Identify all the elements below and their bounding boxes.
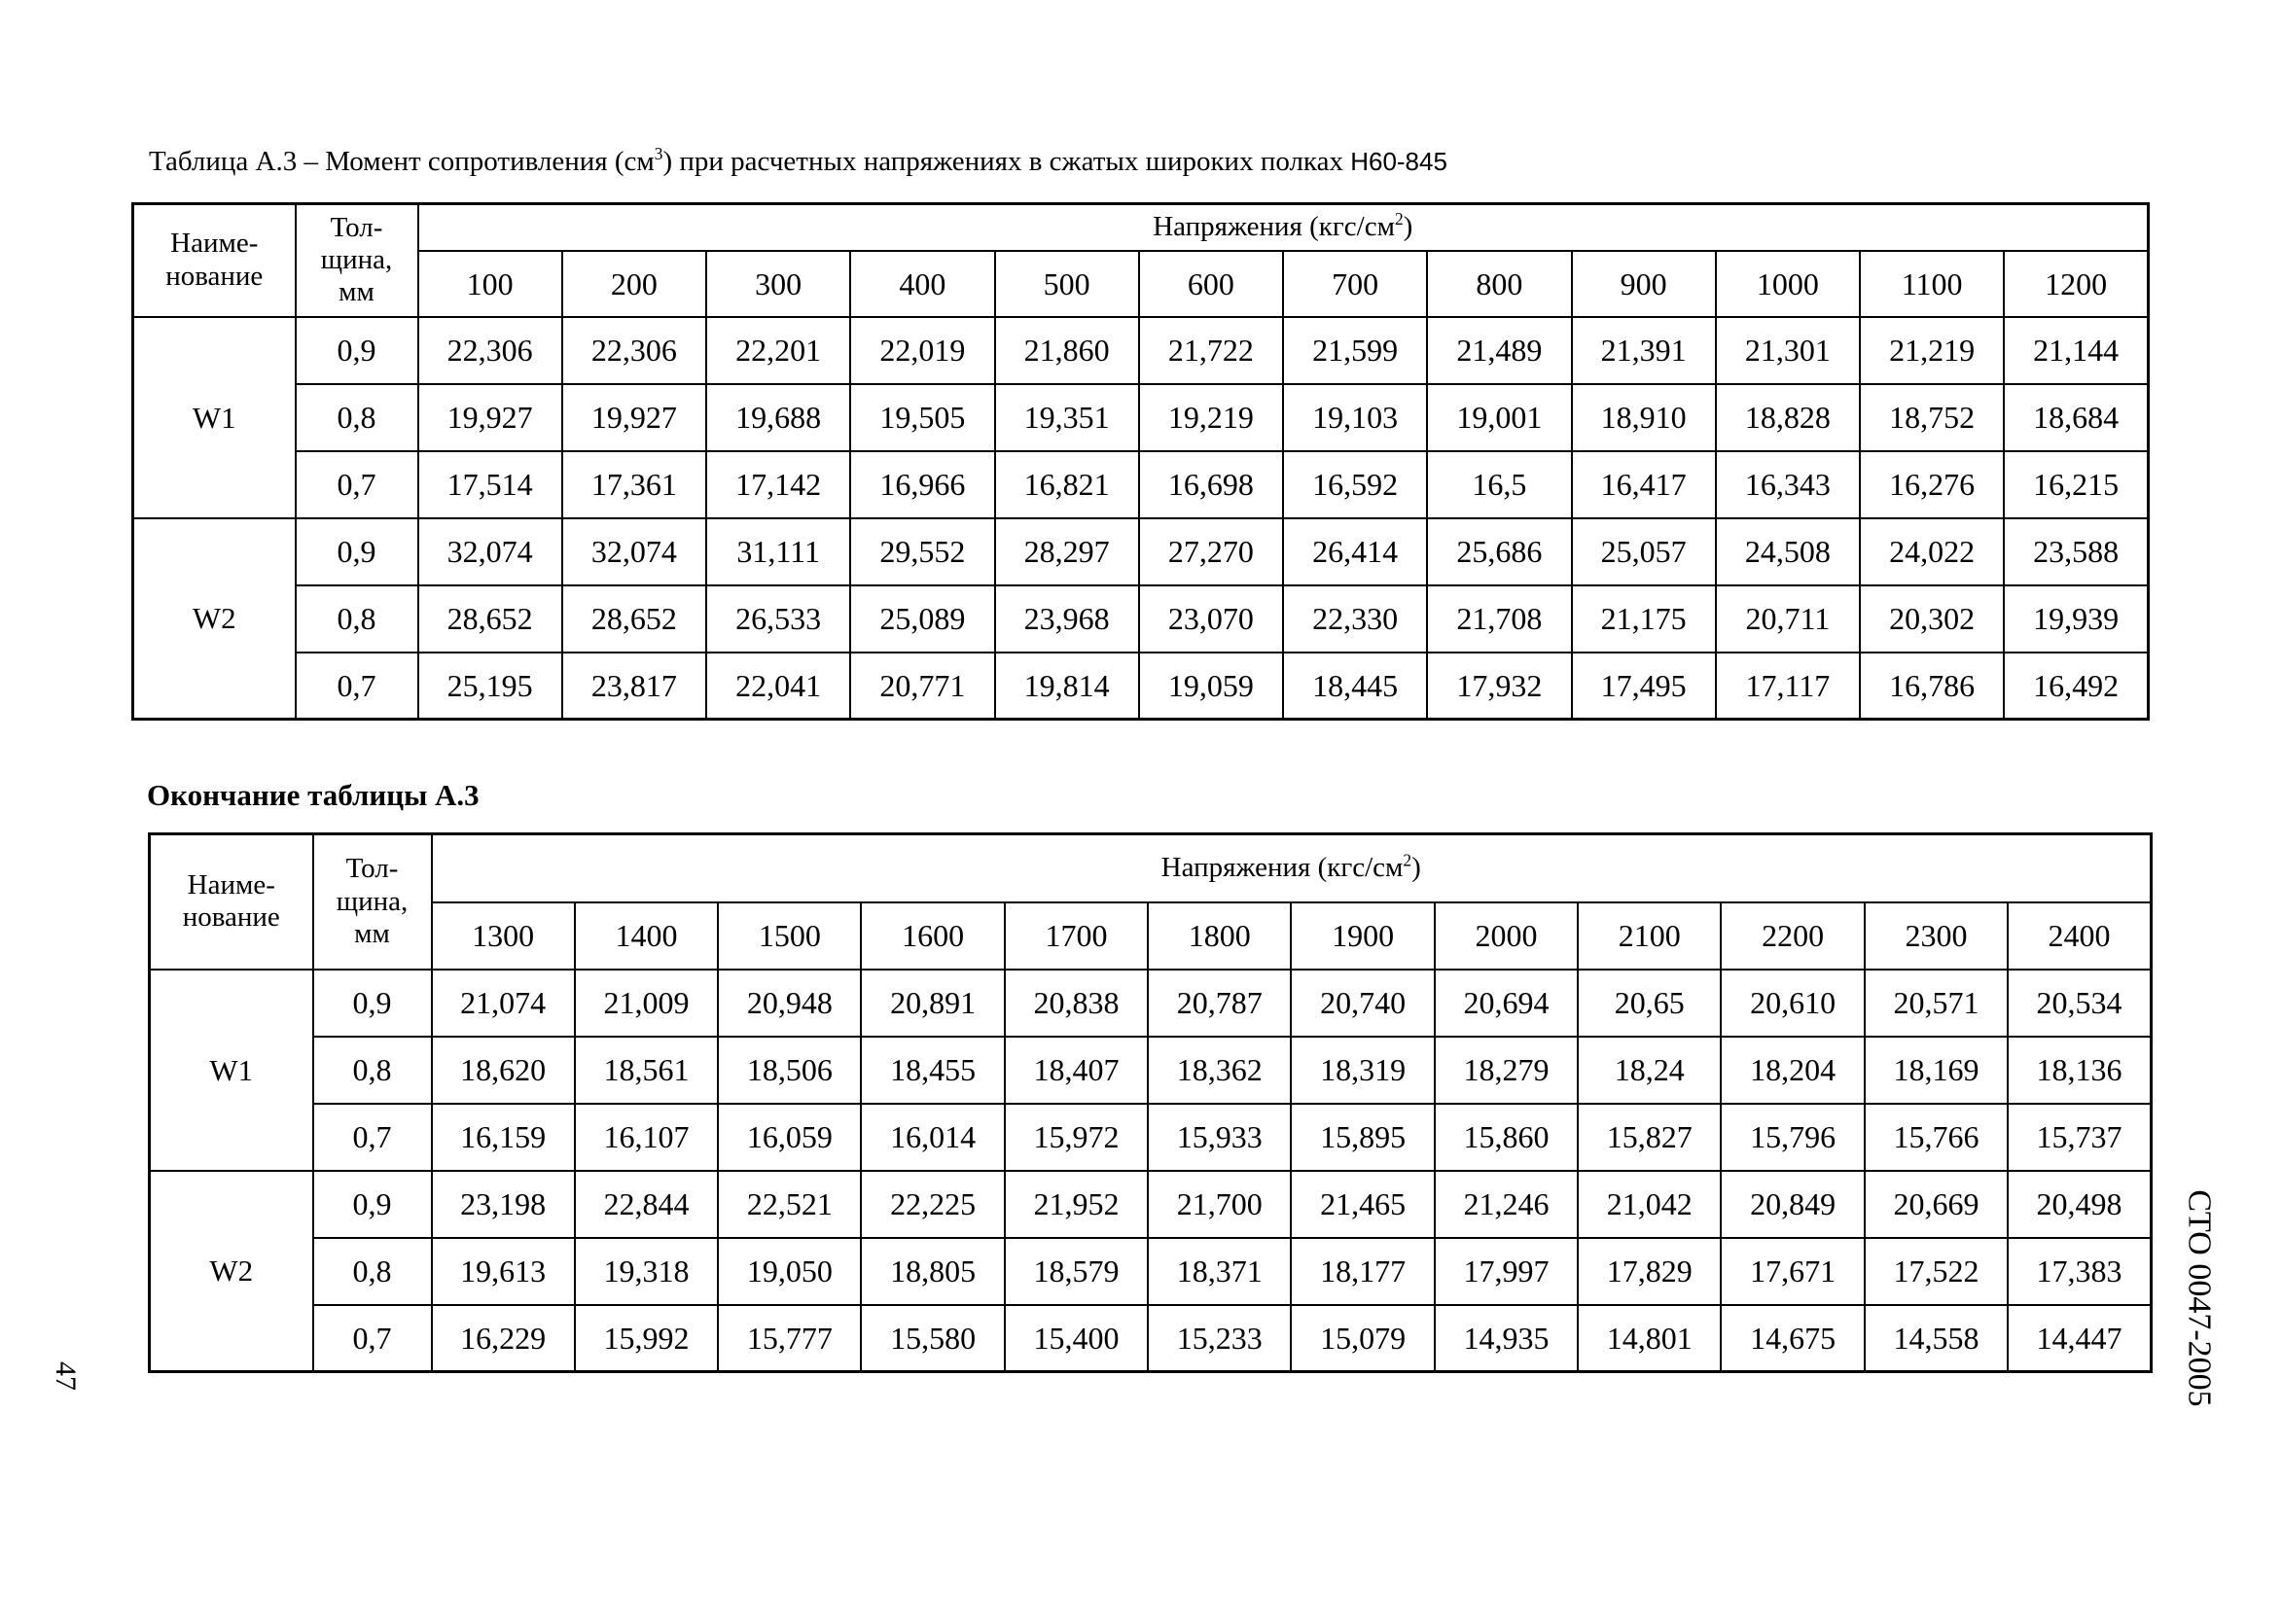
caption-prefix: Таблица А.3 – Момент сопротивления (см: [149, 146, 655, 177]
thickness-cell: 0,7: [296, 653, 418, 720]
value-cell: 21,219: [1860, 317, 2004, 384]
value-cell: 21,175: [1572, 585, 1716, 653]
value-cell: 18,279: [1435, 1037, 1578, 1104]
value-cell: 31,111: [706, 518, 850, 585]
stress-value-header: 700: [1283, 251, 1427, 317]
profile-name-cell: W1: [133, 317, 296, 518]
value-cell: 24,022: [1860, 518, 2004, 585]
document-code-text: СТО 0047-2005: [2182, 1189, 2218, 1407]
thickness-cell: 0,7: [313, 1305, 432, 1372]
value-cell: 16,343: [1716, 451, 1860, 518]
stress-value-header: 300: [706, 251, 850, 317]
table-row: [150, 1305, 2152, 1372]
value-cell: 17,495: [1572, 653, 1716, 720]
value-cell: 20,694: [1435, 970, 1578, 1037]
stress-value-header: 1100: [1860, 251, 2004, 317]
value-cell: 20,610: [1721, 970, 1864, 1037]
table-row: [133, 384, 2149, 451]
value-cell: 21,042: [1578, 1171, 1721, 1238]
thickness-column-header: Тол- щина, мм: [296, 204, 418, 317]
value-cell: 16,966: [850, 451, 994, 518]
value-cell: 21,860: [995, 317, 1139, 384]
stress-header-suffix: ): [1403, 211, 1413, 243]
value-cell: 19,351: [995, 384, 1139, 451]
value-cell: 17,117: [1716, 653, 1860, 720]
table-caption: [149, 146, 1447, 178]
value-cell: 20,948: [718, 970, 861, 1037]
thickness-cell: 0,9: [313, 1171, 432, 1238]
value-cell: 15,933: [1148, 1104, 1291, 1171]
stress-header-text: Напряжения (кгс/см: [1153, 211, 1395, 243]
profile-name-cell: W2: [150, 1171, 313, 1372]
table-row: [133, 653, 2149, 720]
value-cell: 21,465: [1291, 1171, 1434, 1238]
value-cell: 20,838: [1005, 970, 1148, 1037]
value-cell: 16,059: [718, 1104, 861, 1171]
stress-value-header: 400: [850, 251, 994, 317]
value-cell: 15,079: [1291, 1305, 1434, 1372]
value-cell: 19,939: [2004, 585, 2148, 653]
value-cell: 20,849: [1721, 1171, 1864, 1238]
value-cell: 22,306: [418, 317, 562, 384]
value-cell: 18,828: [1716, 384, 1860, 451]
stress-value-header: 2100: [1578, 902, 1721, 970]
thickness-cell: 0,9: [313, 970, 432, 1037]
table-a3-part2: [148, 832, 2153, 1373]
value-cell: 20,771: [850, 653, 994, 720]
value-cell: 20,302: [1860, 585, 2004, 653]
name-column-header: Наиме- нование: [150, 834, 313, 970]
value-cell: 20,891: [861, 970, 1004, 1037]
value-cell: 19,688: [706, 384, 850, 451]
value-cell: 22,201: [706, 317, 850, 384]
value-cell: 16,5: [1427, 451, 1571, 518]
value-cell: 18,455: [861, 1037, 1004, 1104]
value-cell: 21,700: [1148, 1171, 1291, 1238]
value-cell: 23,588: [2004, 518, 2148, 585]
value-cell: 18,910: [1572, 384, 1716, 451]
stress-value-header: 2200: [1721, 902, 1864, 970]
value-cell: 16,698: [1139, 451, 1283, 518]
caption-superscript: 3: [654, 144, 663, 164]
value-cell: 19,927: [562, 384, 706, 451]
value-cell: 18,579: [1005, 1238, 1148, 1305]
value-cell: 17,514: [418, 451, 562, 518]
value-cell: 18,752: [1860, 384, 2004, 451]
value-cell: 20,711: [1716, 585, 1860, 653]
value-cell: 14,935: [1435, 1305, 1578, 1372]
stress-header-text: Напряжения (кгс/см: [1160, 852, 1404, 884]
value-cell: 19,927: [418, 384, 562, 451]
value-cell: 20,787: [1148, 970, 1291, 1037]
value-cell: 21,074: [432, 970, 575, 1037]
value-cell: 16,276: [1860, 451, 2004, 518]
value-cell: 23,198: [432, 1171, 575, 1238]
value-cell: 25,089: [850, 585, 994, 653]
value-cell: 15,895: [1291, 1104, 1434, 1171]
value-cell: 14,801: [1578, 1305, 1721, 1372]
stress-value-header: 800: [1427, 251, 1571, 317]
profile-name-cell: W2: [133, 518, 296, 720]
value-cell: 20,669: [1865, 1171, 2008, 1238]
value-cell: 15,233: [1148, 1305, 1291, 1372]
value-cell: 18,177: [1291, 1238, 1434, 1305]
value-cell: 18,24: [1578, 1037, 1721, 1104]
value-cell: 25,057: [1572, 518, 1716, 585]
stress-group-header: [418, 204, 2149, 251]
thickness-cell: 0,8: [313, 1037, 432, 1104]
value-cell: 17,522: [1865, 1238, 2008, 1305]
thickness-column-header: Тол- щина, мм: [313, 834, 432, 970]
thickness-cell: 0,8: [296, 585, 418, 653]
value-cell: 18,561: [575, 1037, 718, 1104]
value-cell: 20,534: [2008, 970, 2151, 1037]
caption-middle: ) при расчетных напряжениях в сжатых широких полках: [662, 146, 1351, 177]
value-cell: 18,362: [1148, 1037, 1291, 1104]
value-cell: 21,301: [1716, 317, 1860, 384]
value-cell: 22,330: [1283, 585, 1427, 653]
caption-profile: Н60-845: [1350, 147, 1447, 176]
value-cell: 14,675: [1721, 1305, 1864, 1372]
table-row: [133, 317, 2149, 384]
stress-value-header: 1500: [718, 902, 861, 970]
value-cell: 24,508: [1716, 518, 1860, 585]
value-cell: 25,686: [1427, 518, 1571, 585]
value-cell: 21,246: [1435, 1171, 1578, 1238]
value-cell: 19,505: [850, 384, 994, 451]
stress-group-header: [432, 834, 2152, 902]
value-cell: 16,786: [1860, 653, 2004, 720]
value-cell: 15,827: [1578, 1104, 1721, 1171]
stress-value-header: 1800: [1148, 902, 1291, 970]
value-cell: 20,571: [1865, 970, 2008, 1037]
value-cell: 22,306: [562, 317, 706, 384]
value-cell: 16,014: [861, 1104, 1004, 1171]
value-cell: 19,219: [1139, 384, 1283, 451]
value-cell: 26,533: [706, 585, 850, 653]
value-cell: 19,814: [995, 653, 1139, 720]
stress-value-header: 2400: [2008, 902, 2151, 970]
value-cell: 19,318: [575, 1238, 718, 1305]
stress-value-header: 1600: [861, 902, 1004, 970]
value-cell: 32,074: [562, 518, 706, 585]
value-cell: 17,671: [1721, 1238, 1864, 1305]
stress-value-header: 1000: [1716, 251, 1860, 317]
value-cell: 21,009: [575, 970, 718, 1037]
stress-value-header: 500: [995, 251, 1139, 317]
stress-value-header: 1900: [1291, 902, 1434, 970]
value-cell: 19,050: [718, 1238, 861, 1305]
value-cell: 23,968: [995, 585, 1139, 653]
value-cell: 17,932: [1427, 653, 1571, 720]
value-cell: 25,195: [418, 653, 562, 720]
thickness-cell: 0,9: [296, 317, 418, 384]
value-cell: 27,270: [1139, 518, 1283, 585]
document-code: [2156, 1177, 2243, 1420]
thickness-cell: 0,9: [296, 518, 418, 585]
value-cell: 15,580: [861, 1305, 1004, 1372]
value-cell: 15,992: [575, 1305, 718, 1372]
table-row: [150, 1104, 2152, 1171]
value-cell: 15,400: [1005, 1305, 1148, 1372]
value-cell: 21,708: [1427, 585, 1571, 653]
stress-value-header: 600: [1139, 251, 1283, 317]
value-cell: 20,65: [1578, 970, 1721, 1037]
value-cell: 23,817: [562, 653, 706, 720]
value-cell: 15,777: [718, 1305, 861, 1372]
value-cell: 22,225: [861, 1171, 1004, 1238]
value-cell: 20,740: [1291, 970, 1434, 1037]
name-column-header: Наиме- нование: [133, 204, 296, 317]
value-cell: 15,860: [1435, 1104, 1578, 1171]
value-cell: 21,489: [1427, 317, 1571, 384]
table-row: [150, 1037, 2152, 1104]
page-number-text: 47: [50, 1361, 82, 1391]
stress-value-header: 900: [1572, 251, 1716, 317]
value-cell: 26,414: [1283, 518, 1427, 585]
thickness-cell: 0,8: [313, 1238, 432, 1305]
value-cell: 14,447: [2008, 1305, 2151, 1372]
stress-value-header: 2000: [1435, 902, 1578, 970]
value-cell: 22,521: [718, 1171, 861, 1238]
value-cell: 16,159: [432, 1104, 575, 1171]
value-cell: 17,997: [1435, 1238, 1578, 1305]
value-cell: 21,599: [1283, 317, 1427, 384]
table-a3-part1: [131, 202, 2150, 721]
value-cell: 18,319: [1291, 1037, 1434, 1104]
value-cell: 18,407: [1005, 1037, 1148, 1104]
value-cell: 16,229: [432, 1305, 575, 1372]
stress-header-suffix: ): [1411, 852, 1421, 884]
value-cell: 17,829: [1578, 1238, 1721, 1305]
stress-value-header: 1400: [575, 902, 718, 970]
stress-value-header: 1300: [432, 902, 575, 970]
stress-value-header: 200: [562, 251, 706, 317]
value-cell: 18,371: [1148, 1238, 1291, 1305]
value-cell: 21,391: [1572, 317, 1716, 384]
value-cell: 28,652: [562, 585, 706, 653]
value-cell: 22,041: [706, 653, 850, 720]
value-cell: 18,204: [1721, 1037, 1864, 1104]
value-cell: 22,019: [850, 317, 994, 384]
value-cell: 21,144: [2004, 317, 2148, 384]
value-cell: 18,169: [1865, 1037, 2008, 1104]
stress-value-header: 100: [418, 251, 562, 317]
thickness-cell: 0,7: [296, 451, 418, 518]
value-cell: 19,613: [432, 1238, 575, 1305]
table-row: [150, 1238, 2152, 1305]
value-cell: 19,103: [1283, 384, 1427, 451]
page-number: [41, 1352, 89, 1400]
value-cell: 21,722: [1139, 317, 1283, 384]
value-cell: 32,074: [418, 518, 562, 585]
table-row: [133, 451, 2149, 518]
thickness-cell: 0,7: [313, 1104, 432, 1171]
value-cell: 18,805: [861, 1238, 1004, 1305]
value-cell: 16,215: [2004, 451, 2148, 518]
value-cell: 16,417: [1572, 451, 1716, 518]
value-cell: 23,070: [1139, 585, 1283, 653]
value-cell: 18,136: [2008, 1037, 2151, 1104]
stress-header-superscript: 2: [1403, 850, 1412, 870]
value-cell: 18,445: [1283, 653, 1427, 720]
value-cell: 15,972: [1005, 1104, 1148, 1171]
value-cell: 16,592: [1283, 451, 1427, 518]
value-cell: 28,652: [418, 585, 562, 653]
value-cell: 16,821: [995, 451, 1139, 518]
value-cell: 17,361: [562, 451, 706, 518]
value-cell: 29,552: [850, 518, 994, 585]
value-cell: 14,558: [1865, 1305, 2008, 1372]
value-cell: 15,766: [1865, 1104, 2008, 1171]
table-row: [133, 518, 2149, 585]
stress-value-header: 1700: [1005, 902, 1148, 970]
value-cell: 15,796: [1721, 1104, 1864, 1171]
value-cell: 17,383: [2008, 1238, 2151, 1305]
thickness-cell: 0,8: [296, 384, 418, 451]
value-cell: 20,498: [2008, 1171, 2151, 1238]
value-cell: 21,952: [1005, 1171, 1148, 1238]
value-cell: 22,844: [575, 1171, 718, 1238]
value-cell: 17,142: [706, 451, 850, 518]
table-row: [150, 1171, 2152, 1238]
table-continuation-caption: Окончание таблицы А.3: [147, 778, 480, 812]
value-cell: 15,737: [2008, 1104, 2151, 1171]
stress-value-header: 1200: [2004, 251, 2148, 317]
table-row: [150, 970, 2152, 1037]
stress-header-superscript: 2: [1394, 209, 1404, 229]
value-cell: 16,107: [575, 1104, 718, 1171]
value-cell: 18,684: [2004, 384, 2148, 451]
value-cell: 19,001: [1427, 384, 1571, 451]
value-cell: 19,059: [1139, 653, 1283, 720]
value-cell: 18,620: [432, 1037, 575, 1104]
value-cell: 16,492: [2004, 653, 2148, 720]
table-row: [133, 585, 2149, 653]
profile-name-cell: W1: [150, 970, 313, 1171]
value-cell: 28,297: [995, 518, 1139, 585]
value-cell: 18,506: [718, 1037, 861, 1104]
stress-value-header: 2300: [1865, 902, 2008, 970]
